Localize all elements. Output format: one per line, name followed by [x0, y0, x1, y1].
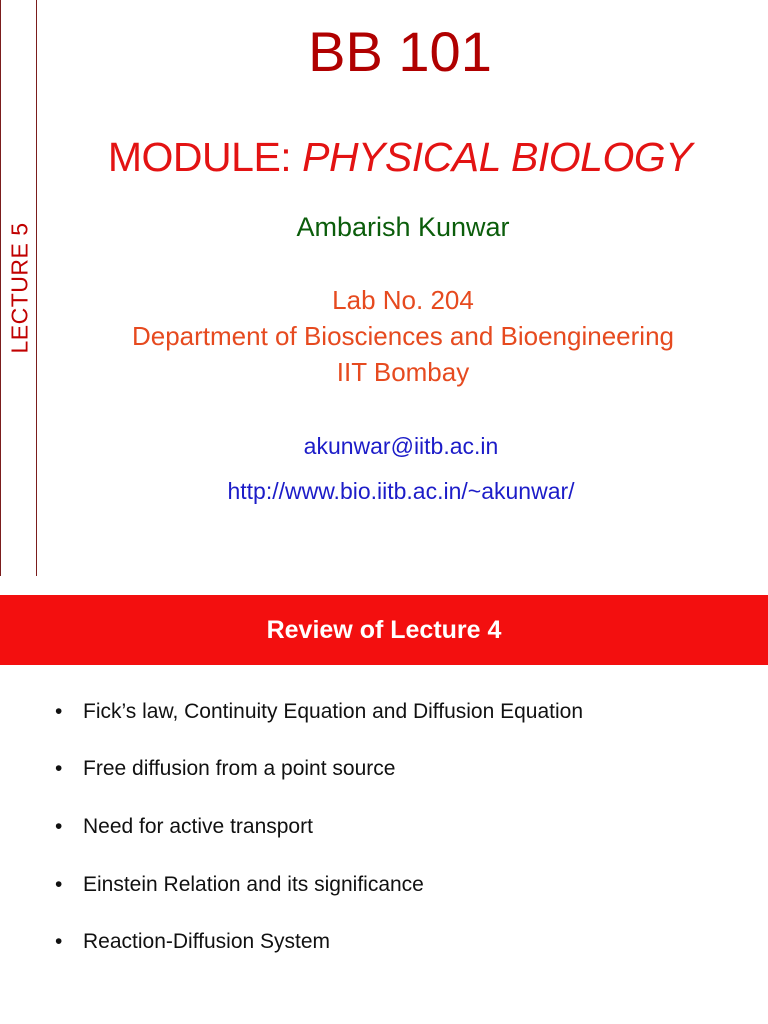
list-item-text: Fick’s law, Continuity Equation and Diffusion Equation	[83, 700, 584, 723]
institute: IIT Bombay	[336, 357, 470, 387]
list-item-text: Free diffusion from a point source	[83, 757, 396, 780]
list-item	[55, 699, 583, 725]
bullet-icon: •	[55, 873, 63, 896]
module-name: PHYSICAL BIOLOGY	[302, 134, 693, 180]
list-item	[55, 814, 313, 840]
list-item	[55, 929, 330, 955]
course-title: BB 101	[308, 20, 492, 83]
bullet-icon: •	[55, 757, 63, 780]
bullet-icon: •	[55, 930, 63, 953]
email-link[interactable]: akunwar@iitb.ac.in	[303, 433, 499, 459]
list-item-text: Reaction-Diffusion System	[83, 930, 331, 953]
review-banner	[0, 595, 768, 665]
department: Department of Biosciences and Bioengineering	[131, 321, 674, 351]
list-item-text: Need for active transport	[83, 815, 313, 838]
lab-number: Lab No. 204	[332, 285, 474, 315]
list-item-text: Einstein Relation and its significance	[83, 873, 424, 896]
website-link[interactable]: http://www.bio.iitb.ac.in/~akunwar/	[227, 478, 575, 504]
review-title: Review of Lecture 4	[266, 615, 502, 644]
author-name: Ambarish Kunwar	[296, 212, 510, 242]
lecture-label: LECTURE 5	[6, 222, 33, 354]
bullet-icon: •	[55, 815, 63, 838]
list-item	[55, 872, 424, 898]
list-item	[55, 756, 395, 782]
bullet-icon: •	[55, 700, 63, 723]
module-title	[0, 133, 768, 181]
module-prefix: MODULE:	[107, 134, 303, 180]
